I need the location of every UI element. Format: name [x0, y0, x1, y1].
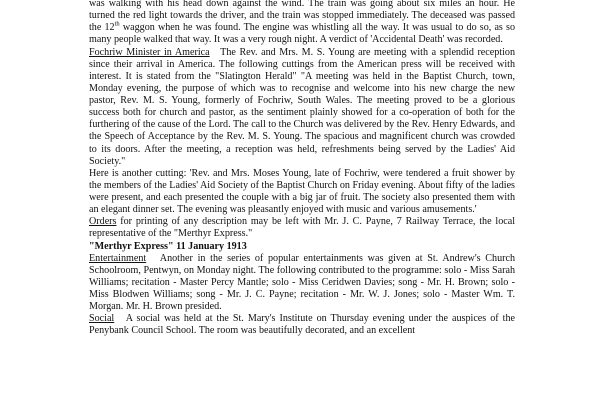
intro-ordinal-suffix: th [114, 20, 120, 28]
orders-paragraph [89, 216, 515, 240]
dateline: "Merthyr Express" 11 January 1913 [89, 240, 247, 252]
social-text: A social was held at the St. Mary's Institute on Thursday evening under the auspices of the Penybank Council School. The room was beautifully decorated, and an excellent [89, 313, 515, 337]
entertainment-paragraph [89, 253, 515, 314]
entertainment-text: Another in the series of popular entertainments was given at St. Andrew's Church Schoolroom, Pentwyn, on Monday night. The following contributed to the programme: solo - Miss Sarah Williams; recitation - Master Percy Mantle; solo - Miss Ceridwen Davies; song - Mr. H. Brown; solo - Miss Blodwen Williams; song - Mr. J. C. Payne; recitation - Mr. W. J. Jones; solo - Master Wm. T. Morgan. Mr. H. Brown presided. [89, 252, 516, 313]
intro-text-b: waggon when he was found. The engine was whistling all the way. It was usual to do so, as so many people walked that way. It was a very rough night. A verdict of 'Accidental Death' was recorded. [89, 22, 516, 46]
intro-paragraph [89, 0, 515, 47]
minister-text: The Rev. and Mrs. M. S. Young are meeting with a splendid reception since their arrival in America. The following cuttings from the American press will be received with interest. It is stated from the "Slatington Herald" "A meeting was held in the Baptist Church, town, Monday evening, the purpose of which was to recognise and welcome into his new charge the new pastor, Rev. M. S. Young, formerly of Fochriw, South Wales. The meeting proved to be a glorious success both for church and pastor, as the sentiment plainly showed for a co-operation of both for the furthering of the cause of the Lord. The call to the Church was delivered by the Rev. Henry Edwards, and the Speech of Acceptance by the Rev. M. S. Young. The spacious and magnificent church was crowded to its doors. After the meeting, a reception was held, refreshments being served by the Ladies' Aid Society." [89, 46, 515, 167]
entertainment-heading: Entertainment [89, 252, 147, 264]
social-paragraph [89, 313, 515, 337]
cutting-paragraph: Here is another cutting: 'Rev. and Mrs. Moses Young, late of Fochriw, were tendered a fruit shower by the members of the Ladies' Aid Society of the Baptist Church on Friday evening. About fifty of the ladies were present, and each presented the couple with a big jar of fruit. The society also presented them with an elegant dinner set. The evening was pleasantly enjoyed with music and various amusements.' [89, 167, 515, 216]
document-page [89, 0, 515, 338]
social-heading: Social [89, 313, 115, 325]
minister-heading: Fochriw Minister in America [89, 46, 210, 58]
orders-text: for printing of any description may be left with Mr. J. C. Payne, 7 Railway Terrace, the local representative of the "Merthyr Express." [89, 216, 515, 240]
intro-text-a: was walking with his head down against the wind. The train was going about six miles an hour. He turned the red light towards the driver, and the train was stopped immediately. The deceased was passed the 12 [89, 0, 515, 34]
minister-paragraph [89, 47, 515, 168]
orders-heading: Orders [89, 216, 117, 228]
